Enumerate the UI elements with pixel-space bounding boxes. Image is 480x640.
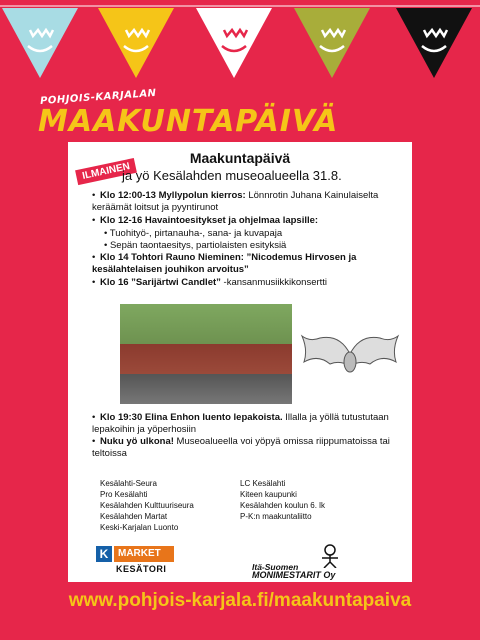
sponsor-name: Kesälahden Martat xyxy=(100,512,168,521)
event-item: • Nuku yö ulkona! Museoalueella voi yöpyä omissa riippumatoissa tai teltoissa xyxy=(92,436,390,459)
free-badge: ILMAINEN xyxy=(75,158,137,185)
event-item: • Klo 16 ”Sarijärtwi Candlet” -kansanmusiikkikonsertti xyxy=(92,277,328,288)
sponsor-name: Keski-Karjalan Luonto xyxy=(100,523,179,532)
event-item: • Klo 12:00-13 Myllypolun kierros: Lönnrotin Juhana Kainulaiselta keräämät loitsut ja pyyntirunot xyxy=(92,190,379,213)
kmarket-logo xyxy=(96,546,186,576)
monimestarit-line1: Itä-Suomen xyxy=(252,562,299,572)
sponsor-name: P-K:n maakuntaliitto xyxy=(240,512,312,521)
kmarket-sub: KESÄTORI xyxy=(116,564,167,574)
sponsor-name: Pro Kesälahti xyxy=(100,490,148,499)
bunting-flag xyxy=(98,8,174,78)
website-url: www.pohjois-karjala.fi/maakuntapaiva xyxy=(68,590,412,611)
event-item: • Klo 12-16 Havaintoesitykset ja ohjelmaa lapsille: xyxy=(92,215,319,226)
event-item: • Klo 19:30 Elina Enhon luento lepakoista. Illalla ja yöllä tutustutaan lepakoihin ja yöperhosiin xyxy=(92,412,389,435)
monimestarit-line2: MONIMESTARIT Oy xyxy=(252,570,336,580)
mascot-icon xyxy=(316,544,344,568)
kmarket-bar: MARKET xyxy=(114,546,174,562)
sponsor-name: Kesälahden koulun 6. lk xyxy=(240,501,325,510)
sponsor-name: LC Kesälahti xyxy=(240,479,286,488)
sponsor-name: Kesälahden Kulttuuriseura xyxy=(100,501,194,510)
sponsor-column-left xyxy=(100,478,240,533)
bunting xyxy=(0,0,480,90)
sponsor-name: Kesälahti-Seura xyxy=(100,479,157,488)
bunting-flag xyxy=(2,8,78,78)
sponsor-name: Kiteen kaupunki xyxy=(240,490,297,499)
musicians-photo xyxy=(120,304,292,404)
event-subitem: • Tuohityö-, pirtanauha-, sana- ja kuvapaja xyxy=(104,228,283,239)
event-item: • Klo 14 Tohtori Rauno Nieminen: ”Nicodemus Hirvosen ja kesälahtelaisen jouhikon arvoitus” xyxy=(92,252,357,275)
card-subtitle: ja yö Kesälahden museoalueella 31.8. xyxy=(122,168,342,183)
bunting-flag xyxy=(294,8,370,78)
monimestarit-logo xyxy=(252,544,372,578)
bunting-flag xyxy=(396,8,472,78)
event-subitem: • Sepän taontaesitys, partiolaisten esityksiä xyxy=(104,240,287,251)
bunting-flag xyxy=(196,8,272,78)
header-subtitle: POHJOIS-KARJALAN xyxy=(39,87,157,108)
sponsor-column-right xyxy=(240,478,380,533)
evening-event-list xyxy=(92,412,392,460)
bat-illustration xyxy=(300,324,400,394)
kmarket-k: K xyxy=(96,546,112,562)
sponsor-list xyxy=(100,478,400,533)
header-title: MAAKUNTAPÄIVÄ xyxy=(38,104,339,139)
event-list xyxy=(92,190,392,290)
card-title: Maakuntapäivä xyxy=(189,150,291,166)
